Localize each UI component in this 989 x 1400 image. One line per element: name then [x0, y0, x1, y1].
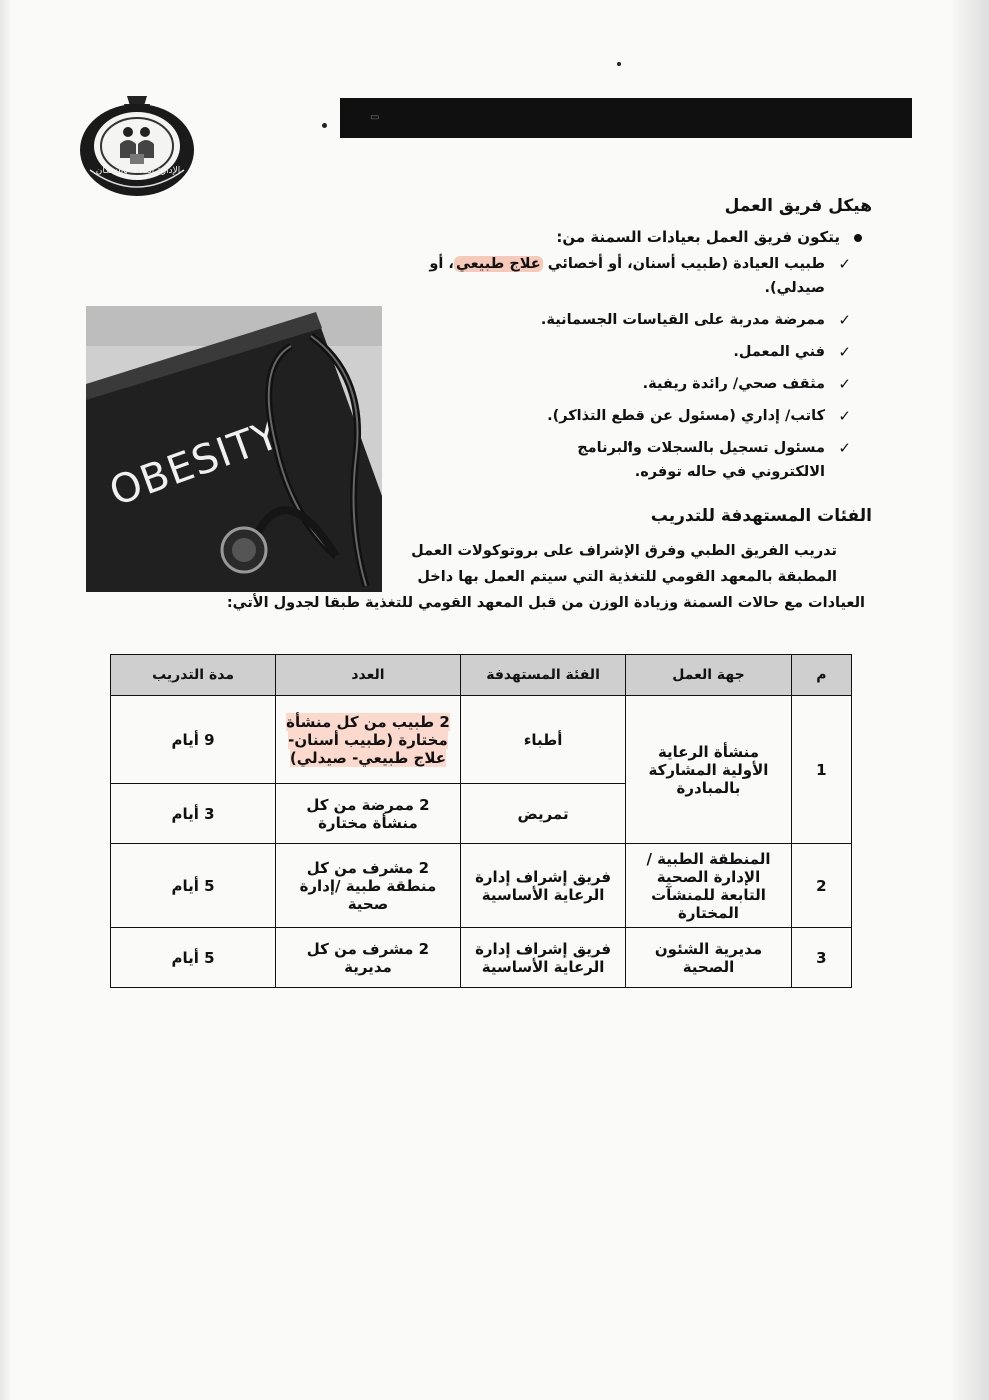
checkmark-icon: ✓ — [838, 375, 851, 393]
row-duration: 5 أيام — [111, 844, 276, 928]
row-duration: 9 أيام — [111, 696, 276, 784]
table-row — [111, 928, 852, 988]
row-category: فريق إشراف إدارة الرعاية الأساسية — [460, 928, 625, 988]
header-body: جهة العمل — [626, 655, 791, 696]
obesity-caption: OBESITY — [103, 411, 286, 516]
work-team-heading: هيكل فريق العمل — [724, 196, 872, 216]
page-edge-right — [949, 0, 989, 1400]
row-body: المنطقة الطبية / الإدارة الصحية التابعة للمنشآت المختارة — [626, 844, 791, 928]
list-item: ✓ ممرضة مدربة على القياسات الجسمانية. — [391, 308, 851, 332]
list-item: ✓ مثقف صحي/ رائدة ريفية. — [391, 372, 851, 396]
checkmark-icon: ✓ — [838, 343, 851, 361]
row-count: 2 ممرضة من كل منشأة مختارة — [276, 784, 461, 844]
header-duration: مدة التدريب — [111, 655, 276, 696]
ministry-seal-icon — [78, 92, 196, 200]
row-num: 2 — [791, 844, 851, 928]
header-category: الفئة المستهدفة — [460, 655, 625, 696]
header-count: العدد — [276, 655, 461, 696]
table-header-row — [111, 655, 852, 696]
bullet-icon — [854, 234, 862, 242]
table-row — [111, 844, 852, 928]
row-duration: 5 أيام — [111, 928, 276, 988]
list-item: ✓ كاتب/ إداري (مسئول عن قطع التذاكر). — [391, 404, 851, 428]
scan-speck — [322, 123, 327, 128]
training-paragraph: تدريب الفريق الطبي وفرق الإشراف على بروتوكولات العمل المطبقة بالمعهد القومي للتغذية التي سيتم العمل بها داخل العيادات مع حالات السمنة وزيادة الوزن من قبل المعهد القومي للتغذية طبقا لجدول الأتي: — [226, 543, 865, 611]
scan-speck — [617, 62, 621, 66]
checkmark-icon: ✓ — [838, 255, 851, 273]
checkmark-icon: ✓ — [838, 311, 851, 329]
row-num: 3 — [791, 928, 851, 988]
training-heading: الفئات المستهدفة للتدريب — [650, 506, 872, 526]
row-body: منشأة الرعاية الأولية المشاركة بالمبادرة — [626, 696, 791, 844]
table-row — [111, 696, 852, 784]
training-table — [110, 654, 852, 988]
row-count: 2 مشرف من كل مديرية — [276, 928, 461, 988]
checkmark-icon: ✓ — [838, 439, 851, 457]
row-body: مديرية الشئون الصحية — [626, 928, 791, 988]
row-category: أطباء — [460, 696, 625, 784]
list-item: ✓ طبيب العيادة (طبيب أسنان، أو أخصائي علاج طبيعي، أو صيدلي). — [391, 252, 851, 300]
header-mark: ▭ — [370, 112, 380, 123]
row-count: 2 طبيب من كل منشأة مختارة (طبيب أسنان- علاج طبيعي- صيدلي) — [276, 696, 461, 784]
work-team-intro: يتكون فريق العمل بعيادات السمنة من: — [556, 228, 862, 246]
page-edge-left — [0, 0, 12, 1400]
row-category: فريق إشراف إدارة الرعاية الأساسية — [460, 844, 625, 928]
header-bar — [340, 98, 912, 138]
list-item: ✓ مسئول تسجيل بالسجلات والبرنامج الالكتروني في حاله توفره. — [505, 436, 851, 484]
logo-text: الإدارة الصحة والسكان — [95, 166, 181, 176]
work-team-list — [391, 252, 851, 492]
checkmark-icon: ✓ — [838, 407, 851, 425]
row-duration: 3 أيام — [111, 784, 276, 844]
row-category: تمريض — [460, 784, 625, 844]
header-num: م — [791, 655, 851, 696]
row-count: 2 مشرف من كل منطقة طبية /إدارة صحية — [276, 844, 461, 928]
row-num: 1 — [791, 696, 851, 844]
list-item: ✓ فني المعمل. — [391, 340, 851, 364]
